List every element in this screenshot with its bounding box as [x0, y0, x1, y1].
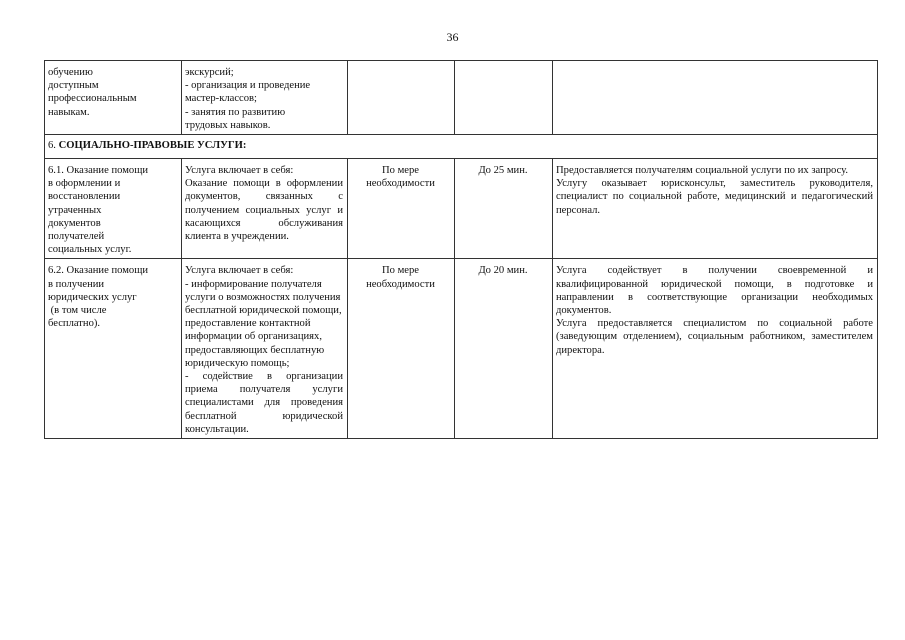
section-title: СОЦИАЛЬНО-ПРАВОВЫЕ УСЛУГИ:: [58, 140, 247, 152]
cell-frequency: [348, 259, 455, 439]
cell-service-name: [45, 61, 182, 135]
cell-conditions: [553, 61, 878, 135]
cell-duration: До 25 мин.: [455, 159, 553, 259]
content-intro: Услуга включает в себя:: [185, 165, 294, 177]
conditions-paragraph: Услугу оказывает юрисконсульт, заместитель руководителя, специалист по социальной работе, медицинский и педагогический персонал.: [556, 178, 873, 216]
cell-text-line: в оформлении и: [48, 178, 121, 190]
cell-frequency: [348, 159, 455, 259]
cell-text-line: По мере: [381, 165, 419, 177]
page-number: 36: [446, 30, 459, 44]
cell-text-line: бесплатно).: [48, 318, 101, 330]
cell-text-line: необходимости: [366, 278, 435, 290]
cell-text-line: социальных услуг.: [48, 244, 132, 256]
cell-service-content: [182, 159, 348, 259]
cell-conditions: [553, 159, 878, 259]
cell-text-line: обучению: [48, 67, 93, 78]
conditions-paragraph: Услуга предоставляется специалистом по социальной работе (заведующим отделением), социальным работником, заместителем директора.: [556, 318, 873, 356]
cell-service-name: [45, 159, 182, 259]
cell-text-line: По мере: [381, 265, 419, 277]
cell-conditions: [553, 259, 878, 439]
cell-text-line: - организация и проведение: [185, 80, 311, 92]
cell-text-line: 6.2. Оказание помощи: [48, 265, 149, 277]
cell-text-line: (в том числе: [48, 305, 107, 317]
conditions-paragraph: Услуга содействует в получении своевременной и квалифицированной юридической помощи, в подготовке и направлении в соответствующие организации необходимых документов.: [556, 265, 873, 317]
section-number: 6.: [48, 140, 56, 152]
table-row-6-2: [45, 259, 878, 439]
cell-text-line: в получении: [48, 278, 105, 290]
cell-text-line: восстановлении: [48, 191, 121, 203]
cell-text-line: мастер-классов;: [185, 93, 257, 105]
cell-text-line: - занятия по развитию: [185, 106, 286, 118]
content-text: Оказание помощи в оформлении документов, связанных с получением социальных услуг и касающихся обслуживания клиента в учреждении.: [185, 178, 343, 243]
section-header-cell: [45, 135, 878, 159]
cell-text-line: профессиональным: [48, 93, 137, 105]
cell-text-line: утраченных: [48, 204, 102, 216]
cell-service-content: [182, 259, 348, 439]
content-item: - содействие в организации приема получателя услуги специалистами для проведения бесплатной юридической консультации.: [185, 371, 343, 435]
cell-text-line: необходимости: [366, 178, 435, 190]
cell-text-line: юридических услуг: [48, 291, 137, 303]
table-row-6-1: [45, 159, 878, 259]
cell-text-line: доступным: [48, 80, 99, 92]
services-table: [44, 60, 878, 439]
cell-text-line: 6.1. Оказание помощи: [48, 165, 149, 177]
cell-text-line: трудовых навыков.: [185, 119, 271, 131]
conditions-paragraph: Предоставляется получателям социальной услуги по их запросу.: [556, 165, 849, 177]
cell-duration: До 20 мин.: [455, 259, 553, 439]
cell-text-line: получателей: [48, 231, 105, 243]
cell-frequency: [348, 61, 455, 135]
cell-service-content: [182, 61, 348, 135]
cell-text-line: экскурсий;: [185, 67, 234, 78]
cell-text-line: документов: [48, 217, 101, 229]
cell-service-name: [45, 259, 182, 439]
table-row-continuation: [45, 61, 878, 135]
cell-duration: [455, 61, 553, 135]
cell-text-line: навыкам.: [48, 106, 90, 118]
content-item: - информирование получателя услуги о возможностях получения бесплатной юридической помощи, предоставление контактной информации об организациях, предоставляющих бесплатную юридическую помощь;: [185, 278, 342, 369]
section-header-row: [45, 135, 878, 159]
content-intro: Услуга включает в себя:: [185, 265, 294, 277]
